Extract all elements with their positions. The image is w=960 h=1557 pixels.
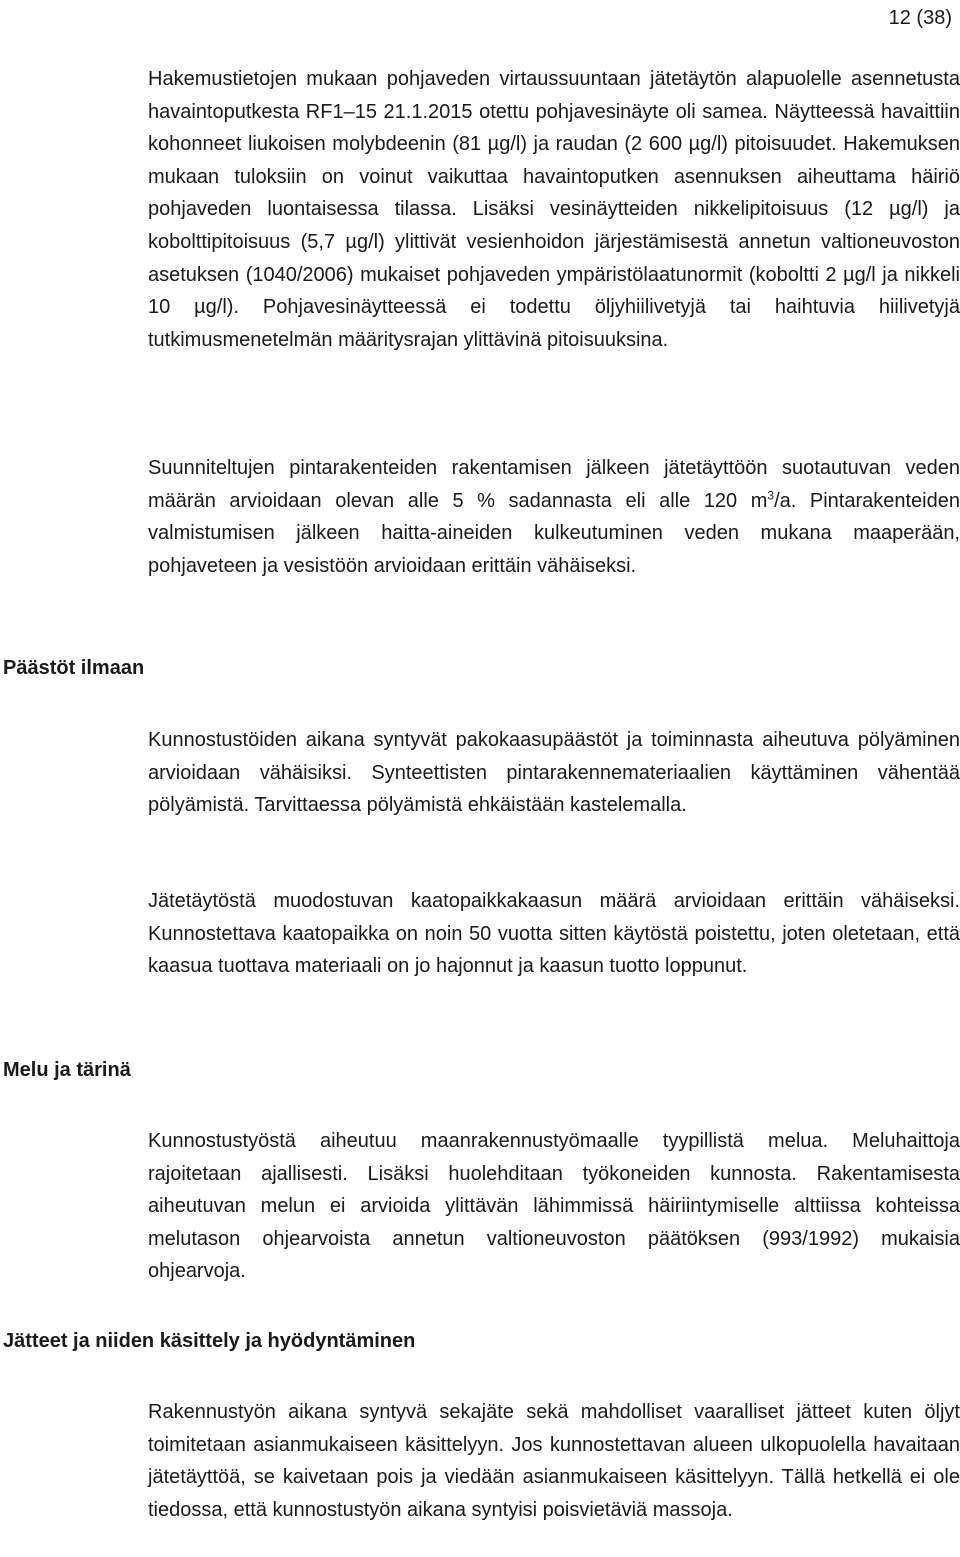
section-heading-air-emissions: Päästöt ilmaan bbox=[3, 657, 145, 679]
air-emissions-paragraph-1: Kunnostustöiden aikana syntyvät pakokaasupäästöt ja toiminnasta aiheutuva pölyäminen arvioidaan vähäisiksi. Synteettisten pintarakennemateriaalien käyttäminen vähentää pölyämistä. Tarvittaessa pölyämistä ehkäistään kastelemalla. bbox=[148, 729, 960, 817]
groundwater-paragraph-1: Hakemustietojen mukaan pohjaveden virtaussuuntaan jätetäytön alapuolelle asennetusta havaintoputkesta RF1–15 21.1.2015 otettu pohjavesinäyte oli samea. Näytteessä havaittiin kohonneet liukoisen molybdeenin (81 µg/l) ja raudan (2 600 µg/l) pitoisuudet. Hakemuksen mukaan tuloksiin on voinut vaikuttaa havaintoputken asennuksen aiheuttama häiriö pohjaveden luontaisessa tilassa. Lisäksi vesinäytteiden nikkelipitoisuus (12 µg/l) ja kobolttipitoisuus (5,7 µg/l) ylittivät vesienhoidon järjestämisestä annetun valtioneuvoston asetuksen (1040/2006) mukaiset pohjaveden ympäristölaatunormit (koboltti 2 µg/l ja nikkeli 10 µg/l). Pohjavesinäytteessä ei todettu öljyhiilivetyjä tai haihtuvia hiilivetyjä tutkimusmenetelmän määritysrajan ylittävinä pitoisuuksina. bbox=[148, 68, 960, 351]
noise-vibration-paragraph-1: Kunnostustyöstä aiheutuu maanrakennustyömaalle tyypillistä melua. Meluhaittoja rajoitetaan ajallisesti. Lisäksi huolehditaan työkoneiden kunnosta. Rakentamisesta aiheutuvan melun ei arvioida ylittävän lähimmissä häiriintymiselle alttiissa kohteissa melutason ohjearvoista annetun valtioneuvoston päätöksen (993/1992) mukaisia ohjearvoja. bbox=[148, 1130, 960, 1283]
groundwater-paragraph-2-text: Suunniteltujen pintarakenteiden rakentamisen jälkeen jätetäyttöön suotautuvan veden määrän arvioidaan olevan alle 5 % sadannasta eli alle 120 m bbox=[148, 457, 960, 512]
groundwater-paragraph-2-continuation: /a. Pintarakenteiden valmistumisen jälkeen haitta-aineiden kulkeutuminen veden mukana maaperään, pohjaveteen ja vesistöön arvioidaan erittäin vähäiseksi. bbox=[148, 489, 960, 577]
section-heading-noise-vibration: Melu ja tärinä bbox=[3, 1059, 131, 1081]
superscript-exponent: 3 bbox=[767, 487, 775, 502]
waste-paragraph-1: Rakennustyön aikana syntyvä sekajäte sekä mahdolliset vaaralliset jätteet kuten öljyt toimitetaan asianmukaiseen käsittelyyn. Jos kunnostettavan alueen ulkopuolella havaitaan jätetäyttöä, se kaivetaan pois ja viedään asianmukaiseen käsittelyyn. Tällä hetkellä ei ole tiedossa, että kunnostustyön aikana syntyisi poisvietäviä massoja. bbox=[148, 1401, 960, 1521]
section-heading-waste: Jätteet ja niiden käsittely ja hyödyntäminen bbox=[3, 1330, 416, 1352]
air-emissions-paragraph-2: Jätetäytöstä muodostuvan kaatopaikkakaasun määrä arvioidaan erittäin vähäiseksi. Kunnostettava kaatopaikka on noin 50 vuotta sitten käytöstä poistettu, joten oletetaan, että kaasua tuottava materiaali on jo hajonnut ja kaasun tuotto loppunut. bbox=[148, 890, 960, 978]
page-number: 12 (38) bbox=[888, 7, 952, 29]
groundwater-paragraph-2 bbox=[148, 452, 960, 582]
